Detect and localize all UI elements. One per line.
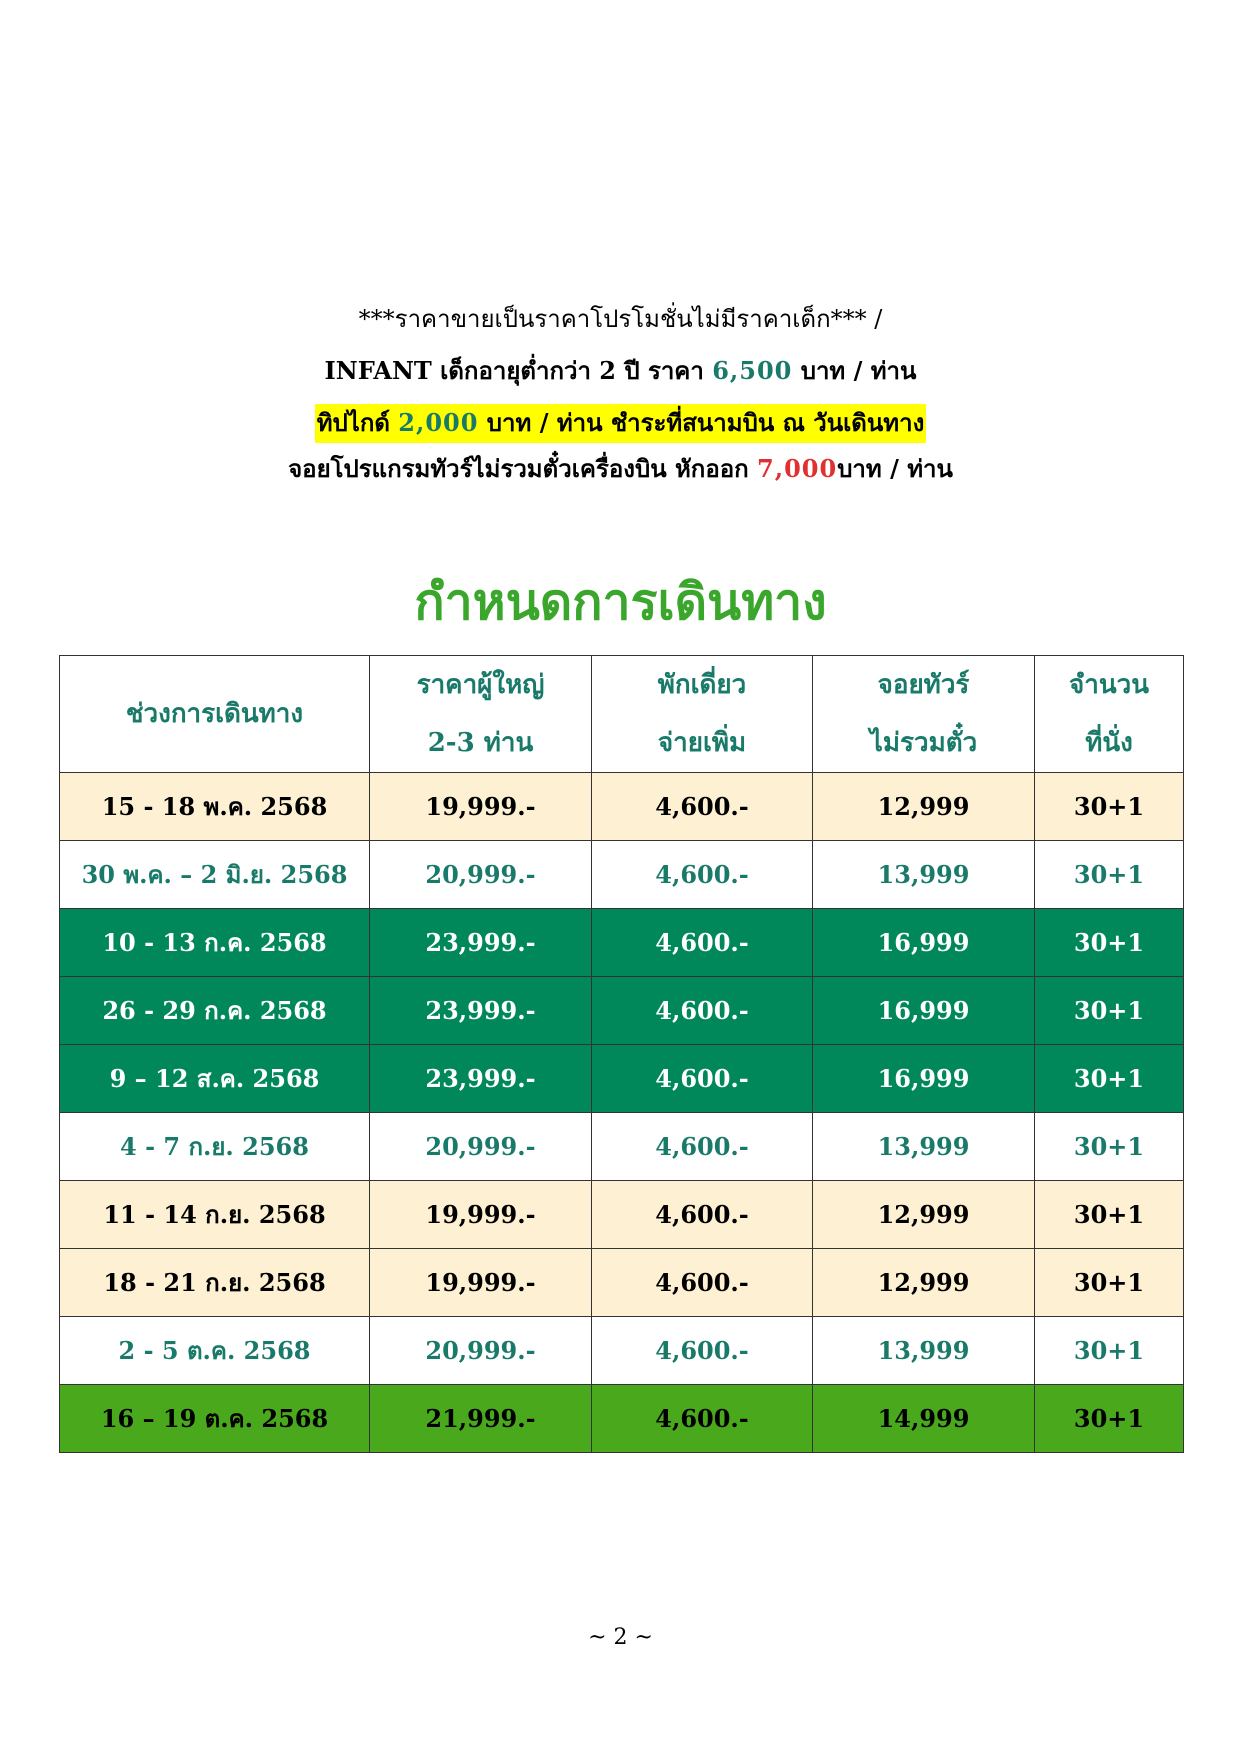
header-seats: จำนวน ที่นั่ง bbox=[1035, 656, 1184, 773]
cell-adult: 20,999.- bbox=[370, 1317, 592, 1385]
cell-period: 10 - 13 ก.ค. 2568 bbox=[60, 909, 370, 977]
tip-price: 2,000 bbox=[398, 408, 479, 437]
join-note-unit: บาท / ท่าน bbox=[837, 454, 953, 483]
cell-adult: 19,999.- bbox=[370, 1181, 592, 1249]
cell-seats: 30+1 bbox=[1035, 1113, 1184, 1181]
cell-adult: 20,999.- bbox=[370, 841, 592, 909]
cell-join: 12,999 bbox=[813, 1181, 1035, 1249]
cell-period: 2 - 5 ต.ค. 2568 bbox=[60, 1317, 370, 1385]
cell-period: 18 - 21 ก.ย. 2568 bbox=[60, 1249, 370, 1317]
table-row bbox=[60, 773, 1184, 841]
cell-period: 9 – 12 ส.ค. 2568 bbox=[60, 1045, 370, 1113]
infant-note bbox=[0, 358, 1241, 384]
cell-single: 4,600.- bbox=[592, 841, 813, 909]
cell-seats: 30+1 bbox=[1035, 1181, 1184, 1249]
cell-adult: 23,999.- bbox=[370, 1045, 592, 1113]
cell-seats: 30+1 bbox=[1035, 977, 1184, 1045]
cell-period: 11 - 14 ก.ย. 2568 bbox=[60, 1181, 370, 1249]
table-row bbox=[60, 1249, 1184, 1317]
cell-single: 4,600.- bbox=[592, 909, 813, 977]
table-row bbox=[60, 1045, 1184, 1113]
cell-seats: 30+1 bbox=[1035, 841, 1184, 909]
cell-single: 4,600.- bbox=[592, 1113, 813, 1181]
cell-period: 30 พ.ค. – 2 มิ.ย. 2568 bbox=[60, 841, 370, 909]
table-row bbox=[60, 1113, 1184, 1181]
header-adult-price: ราคาผู้ใหญ่ 2-3 ท่าน bbox=[370, 656, 592, 773]
cell-period: 4 - 7 ก.ย. 2568 bbox=[60, 1113, 370, 1181]
header-join-tour: จอยทัวร์ ไม่รวมตั๋ว bbox=[813, 656, 1035, 773]
page-number: ~ 2 ~ bbox=[588, 1625, 653, 1650]
cell-join: 16,999 bbox=[813, 1045, 1035, 1113]
cell-adult: 23,999.- bbox=[370, 977, 592, 1045]
cell-adult: 23,999.- bbox=[370, 909, 592, 977]
cell-join: 12,999 bbox=[813, 773, 1035, 841]
cell-period: 26 - 29 ก.ค. 2568 bbox=[60, 977, 370, 1045]
cell-single: 4,600.- bbox=[592, 1249, 813, 1317]
table-row bbox=[60, 909, 1184, 977]
cell-join: 16,999 bbox=[813, 977, 1035, 1045]
join-note bbox=[0, 456, 1241, 482]
cell-join: 13,999 bbox=[813, 1317, 1035, 1385]
cell-single: 4,600.- bbox=[592, 977, 813, 1045]
cell-single: 4,600.- bbox=[592, 1181, 813, 1249]
cell-adult: 20,999.- bbox=[370, 1113, 592, 1181]
infant-note-unit: บาท / ท่าน bbox=[792, 356, 917, 385]
tip-note-text: ทิปไกด์ bbox=[316, 408, 399, 437]
tip-note-highlight bbox=[315, 404, 927, 443]
infant-price: 6,500 bbox=[712, 356, 793, 385]
promo-note-text: ***ราคาขายเป็นราคาโปรโมชั่นไม่มีราคาเด็ก*** / bbox=[358, 305, 883, 333]
schedule-table bbox=[59, 655, 1184, 1453]
cell-seats: 30+1 bbox=[1035, 1317, 1184, 1385]
table-row bbox=[60, 977, 1184, 1045]
cell-join: 12,999 bbox=[813, 1249, 1035, 1317]
cell-single: 4,600.- bbox=[592, 1317, 813, 1385]
promo-note bbox=[0, 306, 1241, 332]
cell-seats: 30+1 bbox=[1035, 1385, 1184, 1453]
header-period: ช่วงการเดินทาง bbox=[60, 656, 370, 773]
table-row bbox=[60, 1181, 1184, 1249]
infant-note-text: INFANT เด็กอายุต่ำกว่า 2 ปี ราคา bbox=[324, 356, 713, 385]
cell-join: 14,999 bbox=[813, 1385, 1035, 1453]
price-notes bbox=[0, 306, 1241, 482]
cell-seats: 30+1 bbox=[1035, 1045, 1184, 1113]
cell-single: 4,600.- bbox=[592, 1385, 813, 1453]
cell-join: 13,999 bbox=[813, 1113, 1035, 1181]
cell-adult: 19,999.- bbox=[370, 1249, 592, 1317]
join-note-text: จอยโปรแกรมทัวร์ไม่รวมตั๋วเครื่องบิน หักออก bbox=[288, 454, 758, 483]
join-deduction: 7,000 bbox=[757, 454, 838, 483]
cell-adult: 21,999.- bbox=[370, 1385, 592, 1453]
cell-period: 16 – 19 ต.ค. 2568 bbox=[60, 1385, 370, 1453]
tip-note bbox=[0, 410, 1241, 436]
cell-seats: 30+1 bbox=[1035, 909, 1184, 977]
header-single-supplement: พักเดี่ยว จ่ายเพิ่ม bbox=[592, 656, 813, 773]
cell-join: 13,999 bbox=[813, 841, 1035, 909]
table-body bbox=[60, 773, 1184, 1453]
page-title: กำหนดการเดินทาง bbox=[414, 572, 827, 631]
cell-join: 16,999 bbox=[813, 909, 1035, 977]
cell-period: 15 - 18 พ.ค. 2568 bbox=[60, 773, 370, 841]
cell-adult: 19,999.- bbox=[370, 773, 592, 841]
cell-single: 4,600.- bbox=[592, 773, 813, 841]
table-row bbox=[60, 1317, 1184, 1385]
cell-single: 4,600.- bbox=[592, 1045, 813, 1113]
table-row bbox=[60, 1385, 1184, 1453]
cell-seats: 30+1 bbox=[1035, 1249, 1184, 1317]
tip-note-unit: บาท / ท่าน ชำระที่สนามบิน ณ วันเดินทาง bbox=[478, 408, 925, 437]
table-header-row bbox=[60, 656, 1184, 773]
cell-seats: 30+1 bbox=[1035, 773, 1184, 841]
table-row bbox=[60, 841, 1184, 909]
